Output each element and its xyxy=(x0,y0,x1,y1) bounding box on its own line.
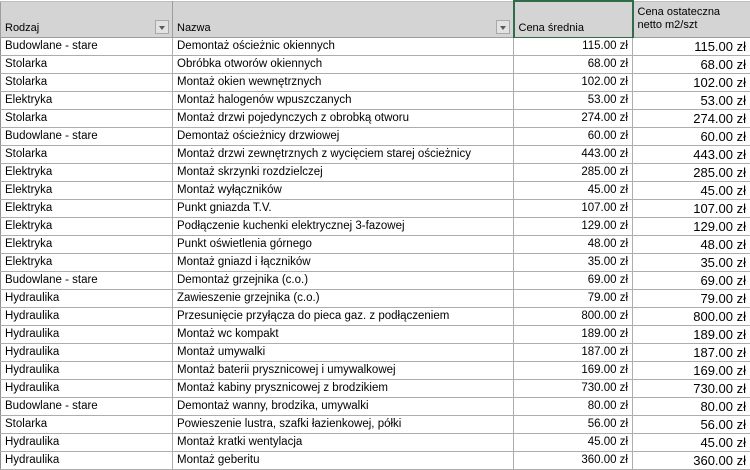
table-row[interactable] xyxy=(1,163,750,181)
cell-rodzaj[interactable]: Elektryka xyxy=(1,91,173,109)
cell-cena-srednia[interactable]: 443.00 zł xyxy=(514,145,633,163)
cell-cena-srednia[interactable]: 48.00 zł xyxy=(514,235,633,253)
cell-nazwa[interactable]: Podłączenie kuchenki elektrycznej 3-fazowej xyxy=(173,217,514,235)
cell-cena-srednia[interactable]: 730.00 zł xyxy=(514,379,633,397)
table-row[interactable] xyxy=(1,307,750,325)
cell-cena-ostateczna[interactable]: 187.00 zł xyxy=(633,343,750,361)
cell-cena-srednia[interactable]: 189.00 zł xyxy=(514,325,633,343)
filter-dropdown-icon-rodzaj[interactable] xyxy=(155,20,169,34)
cell-cena-srednia[interactable]: 68.00 zł xyxy=(514,55,633,73)
cell-cena-ostateczna[interactable]: 443.00 zł xyxy=(633,145,750,163)
cell-rodzaj[interactable]: Elektryka xyxy=(1,217,173,235)
cell-rodzaj[interactable]: Stolarka xyxy=(1,145,173,163)
column-header-cena-ostateczna[interactable] xyxy=(633,1,750,37)
cell-nazwa[interactable]: Montaż skrzynki rozdzielczej xyxy=(173,163,514,181)
column-header-cena-ostateczna-line1: Cena ostateczna xyxy=(638,6,747,19)
cell-cena-ostateczna[interactable]: 115.00 zł xyxy=(633,37,750,55)
cell-cena-srednia[interactable]: 107.00 zł xyxy=(514,199,633,217)
cell-cena-ostateczna[interactable]: 730.00 zł xyxy=(633,379,750,397)
cell-nazwa[interactable]: Montaż okien wewnętrznych xyxy=(173,73,514,91)
cell-nazwa[interactable]: Przesunięcie przyłącza do pieca gaz. z podłączeniem xyxy=(173,307,514,325)
table-row[interactable] xyxy=(1,361,750,379)
cell-nazwa[interactable]: Montaż baterii prysznicowej i umywalkowej xyxy=(173,361,514,379)
cell-rodzaj[interactable]: Budowlane - stare xyxy=(1,271,173,289)
cell-cena-ostateczna[interactable]: 800.00 zł xyxy=(633,307,750,325)
cell-cena-ostateczna[interactable]: 274.00 zł xyxy=(633,109,750,127)
cell-cena-ostateczna[interactable]: 285.00 zł xyxy=(633,163,750,181)
table-row[interactable] xyxy=(1,145,750,163)
cell-rodzaj[interactable]: Elektryka xyxy=(1,163,173,181)
column-header-cena-srednia-label: Cena średnia xyxy=(519,22,628,37)
cell-rodzaj[interactable]: Budowlane - stare xyxy=(1,397,173,415)
column-header-cena-srednia[interactable] xyxy=(514,1,633,37)
cell-cena-srednia[interactable]: 53.00 zł xyxy=(514,91,633,109)
cell-nazwa[interactable]: Montaż geberitu xyxy=(173,451,514,469)
cell-nazwa[interactable]: Montaż wyłączników xyxy=(173,181,514,199)
cell-rodzaj[interactable]: Elektryka xyxy=(1,253,173,271)
table-row[interactable] xyxy=(1,451,750,469)
cell-cena-srednia[interactable]: 285.00 zł xyxy=(514,163,633,181)
cell-rodzaj[interactable]: Hydraulika xyxy=(1,307,173,325)
cell-nazwa[interactable]: Punkt gniazda T.V. xyxy=(173,199,514,217)
table-row[interactable] xyxy=(1,127,750,145)
column-header-rodzaj[interactable] xyxy=(1,1,173,37)
cell-nazwa[interactable]: Demontaż ościeżnic okiennych xyxy=(173,37,514,55)
table-row[interactable] xyxy=(1,91,750,109)
chevron-down-icon xyxy=(159,26,165,30)
cell-rodzaj[interactable]: Elektryka xyxy=(1,199,173,217)
cell-cena-ostateczna[interactable]: 48.00 zł xyxy=(633,235,750,253)
cell-rodzaj[interactable]: Elektryka xyxy=(1,181,173,199)
cell-cena-ostateczna[interactable]: 360.00 zł xyxy=(633,451,750,469)
cell-rodzaj[interactable]: Budowlane - stare xyxy=(1,127,173,145)
cell-nazwa[interactable]: Powieszenie lustra, szafki łazienkowej, półki xyxy=(173,415,514,433)
cell-cena-srednia[interactable]: 45.00 zł xyxy=(514,433,633,451)
table-row[interactable] xyxy=(1,235,750,253)
cell-cena-ostateczna[interactable]: 45.00 zł xyxy=(633,433,750,451)
cell-nazwa[interactable]: Demontaż grzejnika (c.o.) xyxy=(173,271,514,289)
table-row[interactable] xyxy=(1,289,750,307)
table-row[interactable] xyxy=(1,433,750,451)
cell-cena-ostateczna[interactable]: 45.00 zł xyxy=(633,181,750,199)
table-row[interactable] xyxy=(1,199,750,217)
cell-cena-ostateczna[interactable]: 35.00 zł xyxy=(633,253,750,271)
cell-cena-srednia[interactable]: 102.00 zł xyxy=(514,73,633,91)
table-row[interactable] xyxy=(1,109,750,127)
cell-nazwa[interactable]: Montaż wc kompakt xyxy=(173,325,514,343)
cell-nazwa[interactable]: Demontaż wanny, brodzika, umywalki xyxy=(173,397,514,415)
cell-cena-ostateczna[interactable]: 53.00 zł xyxy=(633,91,750,109)
cell-nazwa[interactable]: Montaż drzwi zewnętrznych z wycięciem starej ościeżnicy xyxy=(173,145,514,163)
table-row[interactable] xyxy=(1,397,750,415)
cell-rodzaj[interactable]: Elektryka xyxy=(1,235,173,253)
table-row[interactable] xyxy=(1,55,750,73)
table-row[interactable] xyxy=(1,37,750,55)
cell-rodzaj[interactable]: Hydraulika xyxy=(1,451,173,469)
cell-rodzaj[interactable]: Stolarka xyxy=(1,55,173,73)
cell-cena-ostateczna[interactable]: 102.00 zł xyxy=(633,73,750,91)
cell-rodzaj[interactable]: Hydraulika xyxy=(1,361,173,379)
table-row[interactable] xyxy=(1,271,750,289)
cell-rodzaj[interactable]: Stolarka xyxy=(1,73,173,91)
column-header-nazwa-label: Nazwa xyxy=(177,22,509,37)
cell-nazwa[interactable]: Zawieszenie grzejnika (c.o.) xyxy=(173,289,514,307)
cell-cena-ostateczna[interactable]: 69.00 zł xyxy=(633,271,750,289)
cell-cena-ostateczna[interactable]: 56.00 zł xyxy=(633,415,750,433)
column-header-nazwa[interactable] xyxy=(173,1,514,37)
cell-rodzaj[interactable]: Hydraulika xyxy=(1,289,173,307)
header-row xyxy=(1,1,750,37)
cell-cena-srednia[interactable]: 129.00 zł xyxy=(514,217,633,235)
cell-cena-srednia[interactable]: 45.00 zł xyxy=(514,181,633,199)
table-row[interactable] xyxy=(1,343,750,361)
cell-rodzaj[interactable]: Stolarka xyxy=(1,415,173,433)
cell-cena-srednia[interactable]: 79.00 zł xyxy=(514,289,633,307)
column-header-cena-ostateczna-line2: netto m2/szt xyxy=(638,19,747,32)
table-body xyxy=(1,37,750,469)
cell-cena-ostateczna[interactable]: 169.00 zł xyxy=(633,361,750,379)
cell-nazwa[interactable]: Punkt oświetlenia górnego xyxy=(173,235,514,253)
cell-cena-ostateczna[interactable]: 68.00 zł xyxy=(633,55,750,73)
cell-cena-srednia[interactable]: 360.00 zł xyxy=(514,451,633,469)
cell-nazwa[interactable]: Montaż kratki wentylacja xyxy=(173,433,514,451)
cell-cena-srednia[interactable]: 800.00 zł xyxy=(514,307,633,325)
cell-rodzaj[interactable]: Stolarka xyxy=(1,109,173,127)
cell-nazwa[interactable]: Obróbka otworów okiennych xyxy=(173,55,514,73)
cell-nazwa[interactable]: Montaż halogenów wpuszczanych xyxy=(173,91,514,109)
column-header-rodzaj-label: Rodzaj xyxy=(5,22,168,37)
cell-nazwa[interactable]: Montaż drzwi pojedynczych z obrobką otworu xyxy=(173,109,514,127)
cell-cena-srednia[interactable]: 169.00 zł xyxy=(514,361,633,379)
table-header xyxy=(1,1,750,37)
cell-cena-srednia[interactable]: 274.00 zł xyxy=(514,109,633,127)
table-row[interactable] xyxy=(1,325,750,343)
cell-cena-ostateczna[interactable]: 129.00 zł xyxy=(633,217,750,235)
cell-cena-srednia[interactable]: 80.00 zł xyxy=(514,397,633,415)
filter-dropdown-icon-nazwa[interactable] xyxy=(496,20,510,34)
cell-cena-ostateczna[interactable]: 80.00 zł xyxy=(633,397,750,415)
table-row[interactable] xyxy=(1,181,750,199)
cell-cena-ostateczna[interactable]: 189.00 zł xyxy=(633,325,750,343)
chevron-down-icon xyxy=(500,26,506,30)
cell-cena-ostateczna[interactable]: 79.00 zł xyxy=(633,289,750,307)
table-row[interactable] xyxy=(1,73,750,91)
cell-cena-srednia[interactable]: 35.00 zł xyxy=(514,253,633,271)
cell-rodzaj[interactable]: Budowlane - stare xyxy=(1,37,173,55)
cell-cena-srednia[interactable]: 187.00 zł xyxy=(514,343,633,361)
cell-cena-srednia[interactable]: 56.00 zł xyxy=(514,415,633,433)
cell-nazwa[interactable]: Montaż gniazd i łączników xyxy=(173,253,514,271)
cell-rodzaj[interactable]: Hydraulika xyxy=(1,325,173,343)
cell-nazwa[interactable]: Demontaż ościeżnicy drzwiowej xyxy=(173,127,514,145)
cell-nazwa[interactable]: Montaż kabiny prysznicowej z brodzikiem xyxy=(173,379,514,397)
cell-cena-ostateczna[interactable]: 60.00 zł xyxy=(633,127,750,145)
cell-cena-srednia[interactable]: 60.00 zł xyxy=(514,127,633,145)
cell-nazwa[interactable]: Montaż umywalki xyxy=(173,343,514,361)
cell-cena-srednia[interactable]: 69.00 zł xyxy=(514,271,633,289)
cell-rodzaj[interactable]: Hydraulika xyxy=(1,343,173,361)
cell-rodzaj[interactable]: Hydraulika xyxy=(1,379,173,397)
table-row[interactable] xyxy=(1,217,750,235)
table-row[interactable] xyxy=(1,253,750,271)
table-row[interactable] xyxy=(1,379,750,397)
cell-cena-srednia[interactable]: 115.00 zł xyxy=(514,37,633,55)
table-row[interactable] xyxy=(1,415,750,433)
cell-cena-ostateczna[interactable]: 107.00 zł xyxy=(633,199,750,217)
cell-rodzaj[interactable]: Hydraulika xyxy=(1,433,173,451)
